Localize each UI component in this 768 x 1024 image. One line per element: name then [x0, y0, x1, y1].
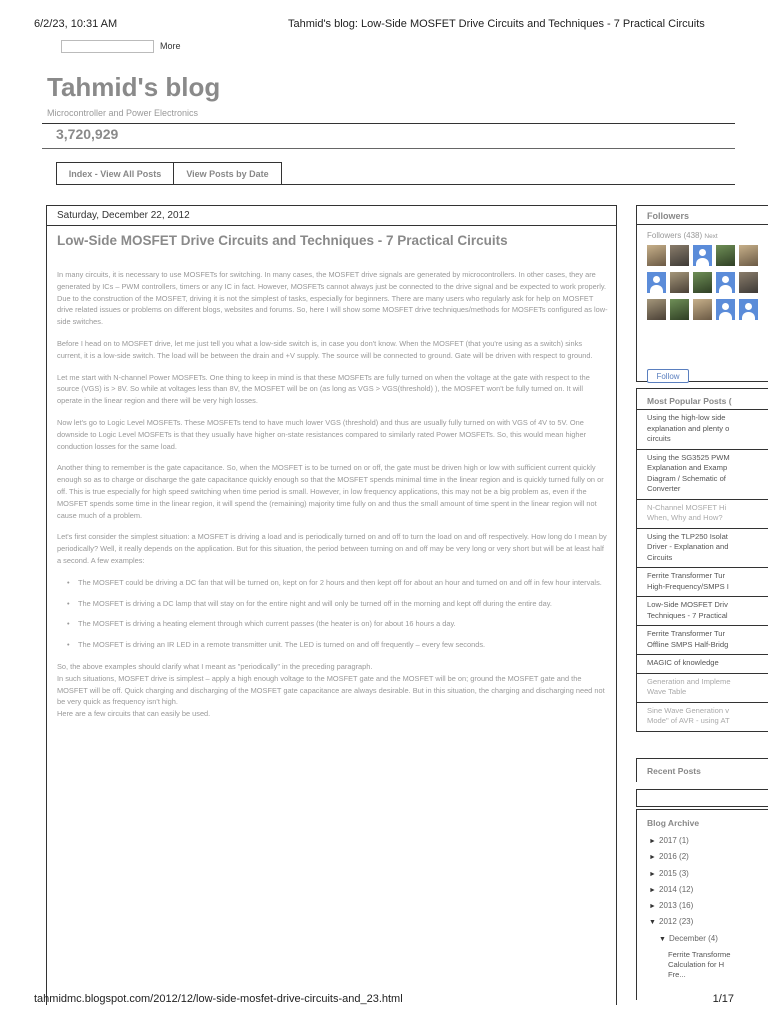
divider — [42, 148, 735, 149]
follower-avatar[interactable] — [670, 272, 689, 293]
recent-posts-box — [636, 789, 768, 807]
popular-post-link[interactable] — [637, 626, 768, 655]
tab-index-all-posts[interactable]: Index - View All Posts — [56, 162, 174, 185]
examples-list — [67, 577, 609, 651]
follower-avatar[interactable] — [693, 272, 712, 293]
post-body — [57, 269, 609, 720]
popular-post-title-line: Generation and Impleme — [647, 676, 731, 686]
print-header — [34, 18, 734, 32]
blog-description: Microcontroller and Power Electronics — [47, 108, 199, 118]
popular-post-title-line: Using the high-low side — [647, 413, 726, 422]
closing-line: Here are a few circuits that can easily be used. — [57, 709, 211, 719]
popular-post-title-line: Driver - Explanation and — [647, 542, 729, 551]
archive-count: (3) — [679, 868, 689, 878]
archive-year-label[interactable]: 2013 — [659, 901, 680, 911]
print-page-title: Tahmid's blog: Low-Side MOSFET Drive Circuits and Techniques - 7 Practical Circuits — [288, 18, 705, 30]
follower-avatar[interactable] — [647, 245, 666, 266]
popular-post-title-line: Diagram / Schematic of — [647, 473, 726, 483]
print-url: tahmidmc.blogspot.com/2012/12/low-side-mosfet-drive-circuits-and_23.html — [34, 993, 403, 1005]
follower-avatar[interactable] — [670, 299, 689, 320]
follower-avatar[interactable] — [647, 299, 666, 320]
collapsed-triangle-icon[interactable]: ► — [649, 886, 656, 894]
divider — [56, 184, 735, 185]
archive-year-2012[interactable] — [637, 917, 768, 933]
follower-avatar[interactable] — [739, 272, 758, 293]
archive-year-label[interactable]: 2012 — [659, 917, 680, 927]
followers-next-link[interactable]: Next — [704, 233, 718, 240]
archive-year-label[interactable]: 2014 — [659, 884, 680, 894]
popular-post-title-line: circuits — [647, 434, 671, 443]
archive-year-label[interactable]: 2016 — [659, 852, 680, 862]
popular-post-title-line: Converter — [647, 484, 681, 493]
default-avatar-icon[interactable] — [716, 272, 735, 293]
followers-heading: Followers — [636, 205, 768, 225]
post-paragraph: Let's first consider the simplest situation: a MOSFET is driving a load and is periodically turned on and off to turn the load on and off respectively. How long do I mean by periodically? Well, it really depends on the application. But for this situation, the period between turning on and off may be very long or very short but will be at least half a second. A few examples: — [57, 532, 607, 565]
followers-widget — [636, 205, 768, 381]
follower-avatars — [647, 245, 767, 320]
archive-count: (23) — [679, 917, 694, 927]
popular-post-title-line: Wave Table — [647, 687, 687, 696]
closing-line: In such situations, MOSFET drive is simplest – apply a high enough voltage to the MOSFET gate and the MOSFET will be on; ground the MOSFET gate and the MOSFET will be off. Quick charging and discharging of the MOSFET gate capacitance are always desirable. But in this situation, the charging and discharging need not be very quick as frequency isn't high. — [57, 673, 605, 707]
expanded-triangle-icon[interactable]: ▼ — [659, 935, 666, 943]
popular-post-link[interactable] — [637, 597, 768, 626]
followers-box — [636, 225, 768, 382]
popular-post-title-line: N-Channel MOSFET Hi — [647, 502, 727, 512]
followers-count-label: Followers (438) — [647, 231, 703, 240]
post-paragraph: Before I head on to MOSFET drive, let me just tell you what a low-side switch is, in case you don't know. When the MOSFET (that you're using as a switch) sinks current, it is a low-side switch. The load will be between the drain and +V supply. The source will be connected to ground. Gate will be driven with respect to ground. — [57, 338, 593, 360]
divider — [42, 123, 735, 124]
pageview-counter: 3,720,929 — [56, 126, 119, 142]
popular-post-title-line: Circuits — [647, 552, 673, 562]
post-paragraph: Let me start with N-channel Power MOSFETs. One thing to keep in mind is that these MOSFETs are fully turned on when the voltage at the gate with respect to the source (VGS) is > 8V. So while at voltages less than 8V, the MOSFET will be on (as long as VGS > VGS(threshold) ), the MOSFET won't be fully turned on. It will operate in the linear region and there will be very high losses. — [57, 372, 590, 406]
followers-count — [647, 231, 718, 240]
post-paragraph: In many circuits, it is necessary to use MOSFETs for switching. In many cases, the MOSFET drive signals are generated by microcontrollers. In other cases, they are generated by ICs – PWM controllers, timers or any IC in fact. However, MOSFETs cannot always just be connected to the drive signal and be expected to work properly. Due to the construction of the MOSFET, driving it is not the simplest of tasks, especially for beginners. There are many users who regularly ask for help on MOSFET drive related issues or problems on different blogs, websites and forums. So, here I will show some MOSFET drive techniques/methods for MOSFETs configured as low-side switches. — [57, 270, 608, 327]
navbar-search-input[interactable] — [61, 40, 154, 53]
popular-post-title-line: Sine Wave Generation v — [647, 705, 730, 715]
post-date: Saturday, December 22, 2012 — [47, 206, 616, 226]
archive-year-2016[interactable] — [637, 852, 768, 868]
tab-posts-by-date[interactable]: View Posts by Date — [174, 162, 282, 185]
navbar-more-link[interactable]: More — [160, 41, 181, 51]
print-datetime: 6/2/23, 10:31 AM — [34, 18, 118, 30]
archive-post-link[interactable] — [637, 950, 768, 980]
popular-post-link[interactable] — [637, 450, 768, 500]
popular-post-link[interactable] — [637, 703, 768, 732]
post-title[interactable]: Low-Side MOSFET Drive Circuits and Techniques - 7 Practical Circuits — [57, 233, 508, 248]
post-paragraph: Another thing to remember is the gate capacitance. So, when the MOSFET is to be turned on or off, the gate must be driven high or low with sufficient current quickly enough so as to charge or discharge the gate capacitance quickly enough so that the MOSFET spends minimal time in the linear region and is quickly turned fully on or off. This is true especially for high speed switching when time period is small. However, in low frequency applications, this may not be a big problem as, even if the MOSFET spends some time in the linear region, it will spend the (remaining) majority time fully on and thus the small amount of time spent in the linear region will not cause much of a problem. — [57, 463, 604, 520]
popular-post-link[interactable] — [637, 568, 768, 597]
popular-posts-widget — [636, 388, 768, 732]
blog-archive-widget — [636, 809, 768, 1000]
collapsed-triangle-icon[interactable]: ► — [649, 854, 656, 862]
popular-post-title-line: Ferrite Transformer Tur — [647, 629, 726, 638]
popular-post-link[interactable] — [637, 655, 768, 674]
list-item: • The MOSFET is driving a DC lamp that will stay on for the entire night and will only be turned off in the morning and kept off during the entire day. — [67, 598, 609, 610]
archive-count: (2) — [679, 852, 689, 862]
popular-post-title-line: Mode" of AVR - using AT — [647, 716, 730, 725]
popular-post-title-line: Low-Side MOSFET Driv — [647, 600, 728, 609]
popular-post-link[interactable] — [637, 529, 768, 569]
collapsed-triangle-icon[interactable]: ► — [649, 870, 656, 878]
default-avatar-icon[interactable] — [647, 272, 666, 293]
default-avatar-icon[interactable] — [739, 299, 758, 320]
archive-month-label[interactable]: December — [669, 933, 709, 943]
archive-count: (4) — [708, 933, 718, 943]
list-item: • The MOSFET is driving a heating element through which current passes (the heater is on) for about 16 hours a day. — [67, 618, 609, 630]
collapsed-triangle-icon[interactable]: ► — [649, 838, 656, 845]
archive-year-label[interactable]: 2017 — [659, 836, 680, 845]
popular-post-link[interactable] — [637, 674, 768, 703]
default-avatar-icon[interactable] — [693, 245, 712, 266]
closing-line: So, the above examples should clarify what I meant as "periodically" in the preceding paragraph. — [57, 661, 373, 671]
collapsed-triangle-icon[interactable]: ► — [649, 903, 656, 911]
archive-year-2014[interactable] — [637, 885, 768, 901]
archive-year-2013[interactable] — [637, 901, 768, 917]
archive-post-title-line: Calculation for H — [668, 960, 725, 970]
popular-post-link[interactable] — [637, 410, 768, 450]
archive-year-2017[interactable] — [637, 836, 768, 852]
page-tabs — [56, 162, 282, 185]
popular-post-title-line: Using the TLP250 Isolat — [647, 531, 728, 541]
blog-archive-heading: Blog Archive — [647, 818, 700, 828]
popular-posts-heading: Most Popular Posts ( — [636, 388, 768, 410]
archive-year-label[interactable]: 2015 — [659, 868, 680, 878]
recent-posts-widget — [636, 758, 768, 807]
archive-year-2015[interactable] — [637, 869, 768, 885]
expanded-triangle-icon[interactable]: ▼ — [649, 919, 656, 927]
popular-post-title-line: High-Frequency/SMPS I — [647, 581, 729, 591]
blog-title[interactable]: Tahmid's blog — [47, 72, 221, 102]
follower-avatar[interactable] — [670, 245, 689, 266]
print-page-number: 1/17 — [712, 993, 734, 1005]
popular-post-title-line: Techniques - 7 Practical — [647, 610, 728, 620]
popular-post-link[interactable] — [637, 500, 768, 529]
popular-post-title-line: MAGIC of knowledge — [647, 658, 719, 667]
popular-post-title-line: Ferrite Transformer Tur — [647, 571, 726, 580]
popular-post-title-line: Using the SG3525 PWM — [647, 452, 730, 462]
popular-post-title-line: Explanation and Examp — [647, 463, 728, 472]
default-avatar-icon[interactable] — [716, 299, 735, 320]
archive-count: (12) — [679, 884, 694, 894]
popular-posts-list — [636, 410, 768, 732]
follower-avatar[interactable] — [739, 245, 758, 266]
archive-list — [637, 836, 768, 980]
archive-count: (16) — [679, 901, 694, 911]
follower-avatar[interactable] — [693, 299, 712, 320]
archive-month-december[interactable] — [637, 934, 768, 950]
recent-posts-heading: Recent Posts — [636, 758, 768, 782]
post-paragraph: Now let's go to Logic Level MOSFETs. These MOSFETs tend to have much lower VGS (threshold) and thus are usually fully turned on with VGS of 4V to 5V. One downside to Logic Level MOSFETs is that they usually have higher on-state resistances compared to similarly rated Power MOSFETs. So, this would mean higher conduction losses for the same load. — [57, 417, 587, 451]
list-item: • The MOSFET is driving an IR LED in a remote transmitter unit. The LED is turned on and off frequently – every few seconds. — [67, 639, 609, 651]
archive-post-title-line: Ferrite Transforme — [668, 950, 731, 960]
popular-post-title-line: explanation and plenty o — [647, 423, 730, 433]
popular-post-title-line: Offline SMPS Half-Bridg — [647, 639, 729, 649]
archive-count: (1) — [679, 836, 689, 845]
follower-avatar[interactable] — [716, 245, 735, 266]
sidebar — [636, 205, 768, 1000]
follow-button[interactable]: Follow — [647, 369, 689, 383]
main-column — [46, 205, 617, 1005]
list-item: • The MOSFET could be driving a DC fan that will be turned on, kept on for 2 hours and then kept off for about an hour and turned on and off in few hour intervals. — [67, 577, 609, 589]
archive-post-title-line: Fre... — [668, 970, 686, 980]
popular-post-title-line: When, Why and How? — [647, 513, 723, 522]
